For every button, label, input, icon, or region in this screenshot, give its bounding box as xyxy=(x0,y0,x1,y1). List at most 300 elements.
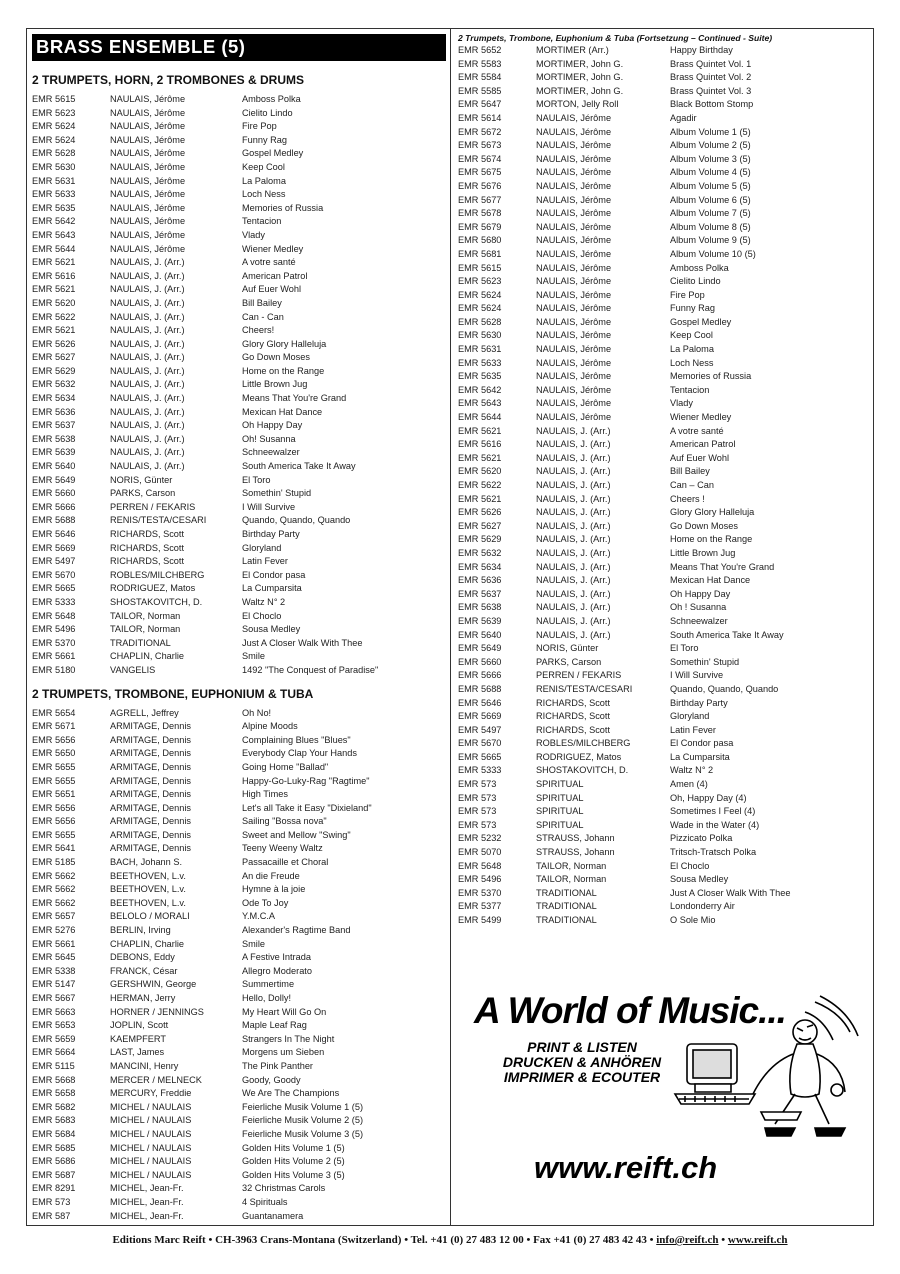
composer: HERMAN, Jerry xyxy=(110,993,176,1003)
composer: ARMITAGE, Dennis xyxy=(110,789,192,800)
catalog-number: EMR 5669 xyxy=(458,711,502,722)
catalog-row xyxy=(458,329,868,343)
catalog-row xyxy=(458,669,868,683)
catalog-row xyxy=(458,58,868,72)
left-column xyxy=(32,34,446,1223)
catalog-number: EMR 5620 xyxy=(32,297,76,308)
catalog-number: EMR 5661 xyxy=(32,651,76,662)
catalog-row xyxy=(458,764,868,778)
title: Vlady xyxy=(670,398,693,409)
composer: TRADITIONAL xyxy=(536,915,597,925)
composer: PARKS, Carson xyxy=(536,656,602,667)
composer: RICHARDS, Scott xyxy=(110,542,185,553)
composer: TRADITIONAL xyxy=(536,901,597,912)
title: Gloryland xyxy=(670,711,710,722)
catalog-number: EMR 5669 xyxy=(32,542,76,553)
catalog-row xyxy=(32,1046,446,1060)
catalog-row xyxy=(458,697,868,711)
catalog-row xyxy=(458,316,868,330)
catalog-row xyxy=(458,561,868,575)
composer: MICHEL, Jean-Fr. xyxy=(110,1210,184,1221)
title: My Heart Will Go On xyxy=(242,1006,327,1017)
catalog-number: EMR 5147 xyxy=(32,979,76,990)
catalog-number: EMR 5648 xyxy=(458,860,502,871)
title: Oh Happy Day xyxy=(670,588,731,599)
catalog-number: EMR 5638 xyxy=(458,602,502,613)
catalog-row xyxy=(458,153,868,167)
catalog-row xyxy=(32,720,446,734)
catalog-row xyxy=(32,392,446,406)
composer: MICHEL / NAULAIS xyxy=(110,1169,192,1180)
title: El Choclo xyxy=(242,610,282,621)
title: Hello, Dolly! xyxy=(242,993,292,1003)
composer: STRAUSS, Johann xyxy=(536,833,615,844)
composer: PERREN / FEKARIS xyxy=(110,501,196,512)
title: Mexican Hat Dance xyxy=(242,406,323,417)
title: 32 Christmas Carols xyxy=(242,1183,326,1194)
catalog-row xyxy=(32,243,446,257)
catalog-row xyxy=(32,1006,446,1020)
column-divider xyxy=(450,28,451,1226)
catalog-list xyxy=(458,44,868,928)
composer: NAULAIS, Jérôme xyxy=(536,248,612,259)
catalog-number: EMR 5180 xyxy=(32,664,76,675)
title: Complaining Blues "Blues" xyxy=(242,734,351,745)
catalog-number: EMR 5614 xyxy=(458,112,502,123)
catalog-row xyxy=(458,506,868,520)
catalog-number: EMR 5642 xyxy=(32,216,76,227)
catalog-number: EMR 5656 xyxy=(32,734,76,745)
title: A votre santé xyxy=(670,425,724,436)
title: Amboss Polka xyxy=(242,94,301,104)
title: Cielito Lindo xyxy=(242,107,293,118)
composer: ARMITAGE, Dennis xyxy=(110,748,192,759)
catalog-number: EMR 5670 xyxy=(458,738,502,749)
catalog-number: EMR 5626 xyxy=(32,338,76,349)
catalog-row xyxy=(458,493,868,507)
composer: NAULAIS, J. (Arr.) xyxy=(536,575,611,586)
title: Auf Euer Wohl xyxy=(242,284,302,295)
catalog-number: EMR 5585 xyxy=(458,85,502,96)
composer: NAULAIS, J. (Arr.) xyxy=(536,480,611,490)
composer: NAULAIS, Jérôme xyxy=(536,235,612,246)
composer: CHAPLIN, Charlie xyxy=(110,938,185,949)
title: Cheers! xyxy=(242,325,275,336)
composer: GERSHWIN, George xyxy=(110,979,197,990)
title: We Are The Champions xyxy=(242,1088,340,1099)
ad-website[interactable]: www.reift.ch xyxy=(534,1150,718,1185)
composer: MORTIMER (Arr.) xyxy=(536,45,609,55)
title: Quando, Quando, Quando xyxy=(670,683,779,694)
catalog-number: EMR 5630 xyxy=(458,330,502,341)
catalog-row xyxy=(32,256,446,270)
catalog-row xyxy=(32,910,446,924)
title: Funny Rag xyxy=(670,303,715,314)
title: Little Brown Jug xyxy=(670,547,736,558)
title: Wade in the Water (4) xyxy=(670,819,760,830)
catalog-row xyxy=(32,188,446,202)
catalog-row xyxy=(32,978,446,992)
catalog-row xyxy=(32,93,446,107)
composer: NAULAIS, Jérôme xyxy=(536,153,612,164)
title: Wiener Medley xyxy=(670,412,732,423)
catalog-row xyxy=(32,542,446,556)
composer: AGRELL, Jeffrey xyxy=(110,707,179,718)
title: Brass Quintet Vol. 3 xyxy=(670,85,752,96)
title: Amen (4) xyxy=(670,779,708,790)
catalog-row xyxy=(458,900,868,914)
catalog-number: EMR 5655 xyxy=(32,829,76,840)
catalog-row xyxy=(32,446,446,460)
catalog-row xyxy=(32,107,446,121)
catalog-row xyxy=(458,180,868,194)
title: Fire Pop xyxy=(670,289,705,300)
composer: SHOSTAKOVITCH, D. xyxy=(536,765,629,776)
title: Sousa Medley xyxy=(670,874,729,885)
catalog-row xyxy=(32,637,446,651)
catalog-row xyxy=(458,533,868,547)
catalog-number: EMR 5636 xyxy=(458,575,502,586)
catalog-row xyxy=(32,842,446,856)
composer: NAULAIS, Jérôme xyxy=(110,175,186,186)
catalog-row xyxy=(32,419,446,433)
catalog-number: EMR 573 xyxy=(458,819,497,830)
footer-website-link[interactable]: www.reift.ch xyxy=(727,1234,788,1246)
title: Birthday Party xyxy=(670,697,728,708)
catalog-row xyxy=(458,411,868,425)
title: El Condor pasa xyxy=(242,569,306,580)
composer: BACH, Johann S. xyxy=(110,857,183,868)
catalog-row xyxy=(458,343,868,357)
catalog-row xyxy=(458,805,868,819)
catalog-row xyxy=(32,802,446,816)
catalog-row xyxy=(32,1033,446,1047)
title: Agadir xyxy=(670,112,697,123)
catalog-number: EMR 5667 xyxy=(32,993,76,1003)
title: Waltz N° 2 xyxy=(242,596,286,607)
catalog-number: EMR 5622 xyxy=(458,480,502,490)
catalog-row xyxy=(458,547,868,561)
catalog-row xyxy=(32,215,446,229)
title: I Will Survive xyxy=(670,670,724,681)
catalog-row xyxy=(458,207,868,221)
catalog-row xyxy=(32,938,446,952)
catalog-number: EMR 5497 xyxy=(458,724,502,735)
composer: NAULAIS, J. (Arr.) xyxy=(536,547,611,558)
composer: NAULAIS, Jérôme xyxy=(536,330,612,341)
title: Just A Closer Walk With Thee xyxy=(242,637,363,648)
title: Funny Rag xyxy=(242,134,287,145)
title: Bill Bailey xyxy=(242,297,282,308)
catalog-number: EMR 5666 xyxy=(32,501,76,512)
composer: MICHEL / NAULAIS xyxy=(110,1101,192,1112)
catalog-number: EMR 5630 xyxy=(32,161,76,172)
composer: HORNER / JENNINGS xyxy=(110,1006,204,1017)
catalog-row xyxy=(32,815,446,829)
catalog-row xyxy=(458,520,868,534)
catalog-row xyxy=(458,629,868,643)
title: Album Volume 6 (5) xyxy=(670,194,751,205)
title: Go Down Moses xyxy=(242,352,310,363)
catalog-number: EMR 5635 xyxy=(458,371,502,382)
catalog-number: EMR 5657 xyxy=(32,911,76,922)
catalog-row xyxy=(32,951,446,965)
title: Glory Glory Halleluja xyxy=(242,338,327,349)
catalog-row xyxy=(32,120,446,134)
composer: SPIRITUAL xyxy=(536,819,584,830)
title: Amboss Polka xyxy=(670,262,729,273)
composer: ARMITAGE, Dennis xyxy=(110,829,192,840)
catalog-number: EMR 5628 xyxy=(458,316,502,327)
title: Waltz N° 2 xyxy=(670,765,714,776)
catalog-number: EMR 5621 xyxy=(32,284,76,295)
title: Album Volume 2 (5) xyxy=(670,140,751,151)
composer: NAULAIS, Jérôme xyxy=(536,140,612,151)
catalog-row xyxy=(32,365,446,379)
composer: STRAUSS, Johann xyxy=(536,847,615,858)
title: The Pink Panther xyxy=(242,1060,313,1071)
catalog-number: EMR 5639 xyxy=(32,447,76,458)
catalog-row xyxy=(458,234,868,248)
catalog-row xyxy=(458,248,868,262)
title: Keep Cool xyxy=(670,330,713,341)
title: Album Volume 5 (5) xyxy=(670,180,751,191)
title: An die Freude xyxy=(242,870,300,881)
title: Tentacion xyxy=(242,216,282,227)
catalog-list xyxy=(32,707,446,1224)
catalog-number: EMR 5640 xyxy=(458,629,502,640)
composer: NAULAIS, Jérôme xyxy=(110,189,186,200)
catalog-number: EMR 5683 xyxy=(32,1115,76,1126)
composer: KAEMPFERT xyxy=(110,1033,166,1044)
title: Oh Happy Day xyxy=(242,420,303,431)
composer: BERLIN, Irving xyxy=(110,925,171,936)
catalog-number: EMR 5232 xyxy=(458,833,502,844)
footer-email-link[interactable]: info@reift.ch xyxy=(656,1234,719,1246)
composer: VANGELIS xyxy=(110,664,156,675)
catalog-number: EMR 5666 xyxy=(458,670,502,681)
catalog-number: EMR 5624 xyxy=(458,289,502,300)
catalog-number: EMR 5656 xyxy=(32,816,76,827)
catalog-number: EMR 5647 xyxy=(458,99,502,110)
title: South America Take It Away xyxy=(670,629,784,640)
title: A Festive Intrada xyxy=(242,952,311,963)
catalog-number: EMR 5115 xyxy=(32,1060,75,1071)
catalog-number: EMR 5688 xyxy=(458,683,502,694)
composer: CHAPLIN, Charlie xyxy=(110,651,185,662)
title: Cielito Lindo xyxy=(670,276,721,287)
catalog-row xyxy=(32,161,446,175)
catalog-row xyxy=(32,311,446,325)
catalog-number: EMR 5664 xyxy=(32,1047,76,1058)
composer: NAULAIS, Jérôme xyxy=(536,208,612,219)
catalog-row xyxy=(32,664,446,678)
catalog-number: EMR 5651 xyxy=(32,789,76,800)
title: Tritsch-Tratsch Polka xyxy=(670,847,757,858)
composer: TAILOR, Norman xyxy=(536,874,607,885)
catalog-number: EMR 5655 xyxy=(32,775,76,786)
catalog-row xyxy=(32,610,446,624)
catalog-row xyxy=(458,819,868,833)
title: Passacaille et Choral xyxy=(242,857,329,868)
title: Latin Fever xyxy=(242,556,288,567)
composer: MERCURY, Freddie xyxy=(110,1088,192,1099)
composer: NAULAIS, Jérôme xyxy=(536,221,612,232)
catalog-number: EMR 5648 xyxy=(32,610,76,621)
catalog-row xyxy=(458,479,868,493)
title: Hymne à la joie xyxy=(242,884,306,895)
composer: TAILOR, Norman xyxy=(110,610,181,621)
catalog-row xyxy=(32,924,446,938)
composer: NAULAIS, J. (Arr.) xyxy=(110,379,185,390)
title: Schneewalzer xyxy=(670,615,728,626)
catalog-number: EMR 573 xyxy=(458,806,497,817)
title: Latin Fever xyxy=(670,724,716,735)
composer: RODRIGUEZ, Matos xyxy=(110,583,196,594)
title: Just A Closer Walk With Thee xyxy=(670,887,791,898)
catalog-number: EMR 5643 xyxy=(458,398,502,409)
title: El Toro xyxy=(670,643,699,654)
composer: SPIRITUAL xyxy=(536,806,584,817)
title: Alexander's Ragtime Band xyxy=(242,925,351,936)
composer: PERREN / FEKARIS xyxy=(536,670,622,681)
composer: BELOLO / MORALI xyxy=(110,911,190,922)
composer: NAULAIS, J. (Arr.) xyxy=(536,507,611,518)
catalog-number: EMR 5638 xyxy=(32,433,76,444)
composer: NAULAIS, Jérôme xyxy=(110,216,186,227)
catalog-number: EMR 5662 xyxy=(32,870,76,881)
title: Happy Birthday xyxy=(670,45,733,55)
title: Memories of Russia xyxy=(670,371,752,382)
catalog-row xyxy=(32,1155,446,1169)
catalog-number: EMR 5640 xyxy=(32,461,76,472)
catalog-row xyxy=(32,487,446,501)
composer: ARMITAGE, Dennis xyxy=(110,721,192,732)
catalog-number: EMR 5633 xyxy=(458,357,502,368)
catalog-number: EMR 5650 xyxy=(32,748,76,759)
title: O Sole Mio xyxy=(670,915,716,925)
catalog-row xyxy=(458,289,868,303)
title: Album Volume 8 (5) xyxy=(670,221,751,232)
catalog-row xyxy=(458,438,868,452)
catalog-row xyxy=(458,71,868,85)
composer: MORTIMER, John G. xyxy=(536,85,624,96)
catalog-row xyxy=(32,1196,446,1210)
title: El Condor pasa xyxy=(670,738,734,749)
catalog-number: EMR 5688 xyxy=(32,515,76,526)
title: Black Bottom Stomp xyxy=(670,99,754,110)
composer: NAULAIS, J. (Arr.) xyxy=(110,338,185,349)
title: Sometimes I Feel (4) xyxy=(670,806,756,817)
catalog-row xyxy=(32,747,446,761)
catalog-number: EMR 5620 xyxy=(458,466,502,477)
catalog-row xyxy=(32,501,446,515)
catalog-row xyxy=(32,283,446,297)
catalog-number: EMR 5624 xyxy=(458,303,502,314)
catalog-row xyxy=(458,656,868,670)
title: American Patrol xyxy=(670,439,736,450)
catalog-row xyxy=(32,555,446,569)
catalog-row xyxy=(458,302,868,316)
composer: NAULAIS, Jérôme xyxy=(110,202,186,213)
composer: NAULAIS, J. (Arr.) xyxy=(110,257,185,268)
catalog-number: EMR 5377 xyxy=(458,901,502,912)
composer: MICHEL / NAULAIS xyxy=(110,1128,192,1139)
catalog-number: EMR 5644 xyxy=(32,243,76,254)
catalog-number: EMR 5634 xyxy=(458,561,502,572)
composer: NAULAIS, Jérôme xyxy=(536,289,612,300)
title: Somethin' Stupid xyxy=(242,488,312,499)
catalog-row xyxy=(32,775,446,789)
composer: NAULAIS, Jérôme xyxy=(536,276,612,287)
catalog-row xyxy=(32,897,446,911)
composer: MORTIMER, John G. xyxy=(536,58,624,69)
composer: NAULAIS, Jérôme xyxy=(536,344,612,355)
composer: MERCER / MELNECK xyxy=(110,1074,202,1085)
catalog-number: EMR 5623 xyxy=(32,107,76,118)
composer: TAILOR, Norman xyxy=(536,860,607,871)
catalog-row xyxy=(458,357,868,371)
catalog-row xyxy=(32,582,446,596)
catalog-row xyxy=(458,465,868,479)
catalog-banner: BRASS ENSEMBLE (5) xyxy=(32,34,446,61)
catalog-row xyxy=(32,324,446,338)
catalog-number: EMR 5496 xyxy=(458,874,502,885)
title: Let's all Take it Easy "Dixieland" xyxy=(242,802,372,813)
catalog-row xyxy=(32,623,446,637)
catalog-number: EMR 5671 xyxy=(32,721,76,732)
catalog-row xyxy=(458,262,868,276)
composer: NAULAIS, Jérôme xyxy=(536,180,612,191)
catalog-row xyxy=(32,569,446,583)
composer: NAULAIS, J. (Arr.) xyxy=(110,365,185,376)
catalog-row xyxy=(32,829,446,843)
ad-tagline-line: DRUCKEN & ANHÖREN xyxy=(502,1054,662,1070)
ad-tagline xyxy=(472,1040,692,1085)
catalog-number: EMR 5615 xyxy=(32,94,76,104)
composer: NAULAIS, J. (Arr.) xyxy=(536,588,611,599)
composer: NAULAIS, J. (Arr.) xyxy=(110,406,185,417)
title: Loch Ness xyxy=(670,357,714,368)
composer: BEETHOVEN, L.v. xyxy=(110,897,186,908)
composer: NAULAIS, J. (Arr.) xyxy=(536,561,611,572)
catalog-number: EMR 8291 xyxy=(32,1183,76,1194)
catalog-number: EMR 5687 xyxy=(32,1169,76,1180)
catalog-number: EMR 5676 xyxy=(458,180,502,191)
catalog-row xyxy=(32,474,446,488)
catalog-row xyxy=(458,574,868,588)
catalog-number: EMR 5677 xyxy=(458,194,502,205)
catalog-row xyxy=(458,914,868,928)
title: Album Volume 7 (5) xyxy=(670,208,751,219)
catalog-number: EMR 5681 xyxy=(458,248,502,259)
title: Londonderry Air xyxy=(670,901,735,912)
catalog-row xyxy=(32,406,446,420)
title: Happy-Go-Luky-Rag "Ragtime" xyxy=(242,775,370,786)
footer-separator: • xyxy=(718,1234,728,1246)
title: Can – Can xyxy=(670,480,714,490)
catalog-number: EMR 5662 xyxy=(32,884,76,895)
title: Album Volume 3 (5) xyxy=(670,153,751,164)
catalog-row xyxy=(458,710,868,724)
composer: NAULAIS, J. (Arr.) xyxy=(536,615,611,626)
catalog-row xyxy=(458,887,868,901)
title: Oh! Susanna xyxy=(242,433,296,444)
title: La Cumparsita xyxy=(242,583,302,594)
catalog-row xyxy=(32,147,446,161)
catalog-number: EMR 5623 xyxy=(458,276,502,287)
title: La Paloma xyxy=(670,344,714,355)
